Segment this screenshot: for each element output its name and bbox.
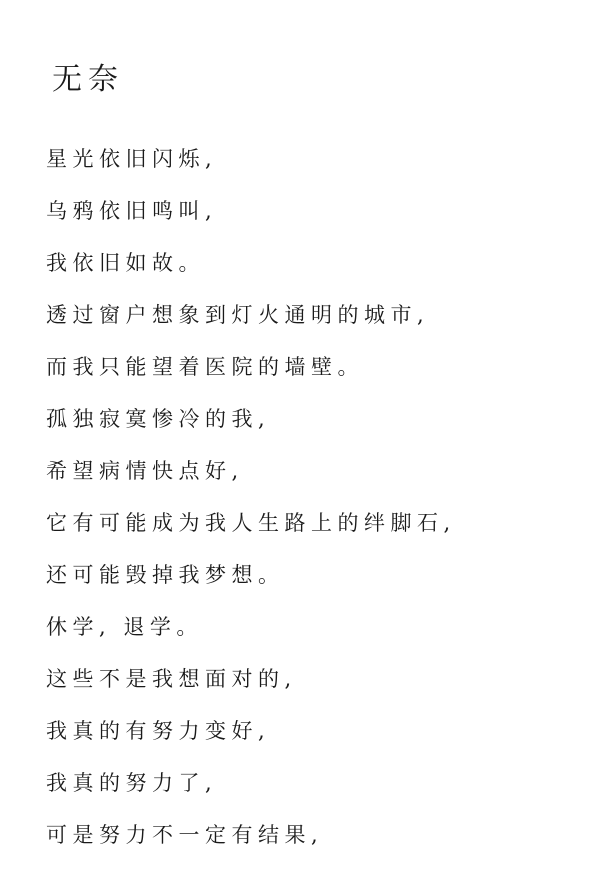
poem-line: 我真的努力了, bbox=[46, 771, 218, 795]
poem-line: 我依旧如故。 bbox=[46, 251, 205, 275]
poem-line: 还可能毁掉我梦想。 bbox=[46, 563, 285, 587]
poem-line: 这些不是我想面对的, bbox=[46, 667, 297, 691]
poem-line: 星光依旧闪烁, bbox=[46, 147, 218, 171]
poem-body bbox=[46, 142, 456, 870]
poem-line: 透过窗户想象到灯火通明的城市, bbox=[46, 303, 430, 327]
poem-line: 乌鸦依旧鸣叫, bbox=[46, 199, 218, 223]
poem-line: 它有可能成为我人生路上的绊脚石, bbox=[46, 511, 456, 535]
poem-line: 希望病情快点好, bbox=[46, 459, 244, 483]
poem-line: 而我只能望着医院的墙壁。 bbox=[46, 355, 364, 379]
poem-line: 我真的有努力变好, bbox=[46, 719, 271, 743]
poem-line: 休学, 退学。 bbox=[46, 615, 203, 639]
poem-title: 无奈 bbox=[52, 62, 124, 97]
poem-line: 可是努力不一定有结果, bbox=[46, 823, 324, 847]
poem-line: 孤独寂寞惨冷的我, bbox=[46, 407, 271, 431]
